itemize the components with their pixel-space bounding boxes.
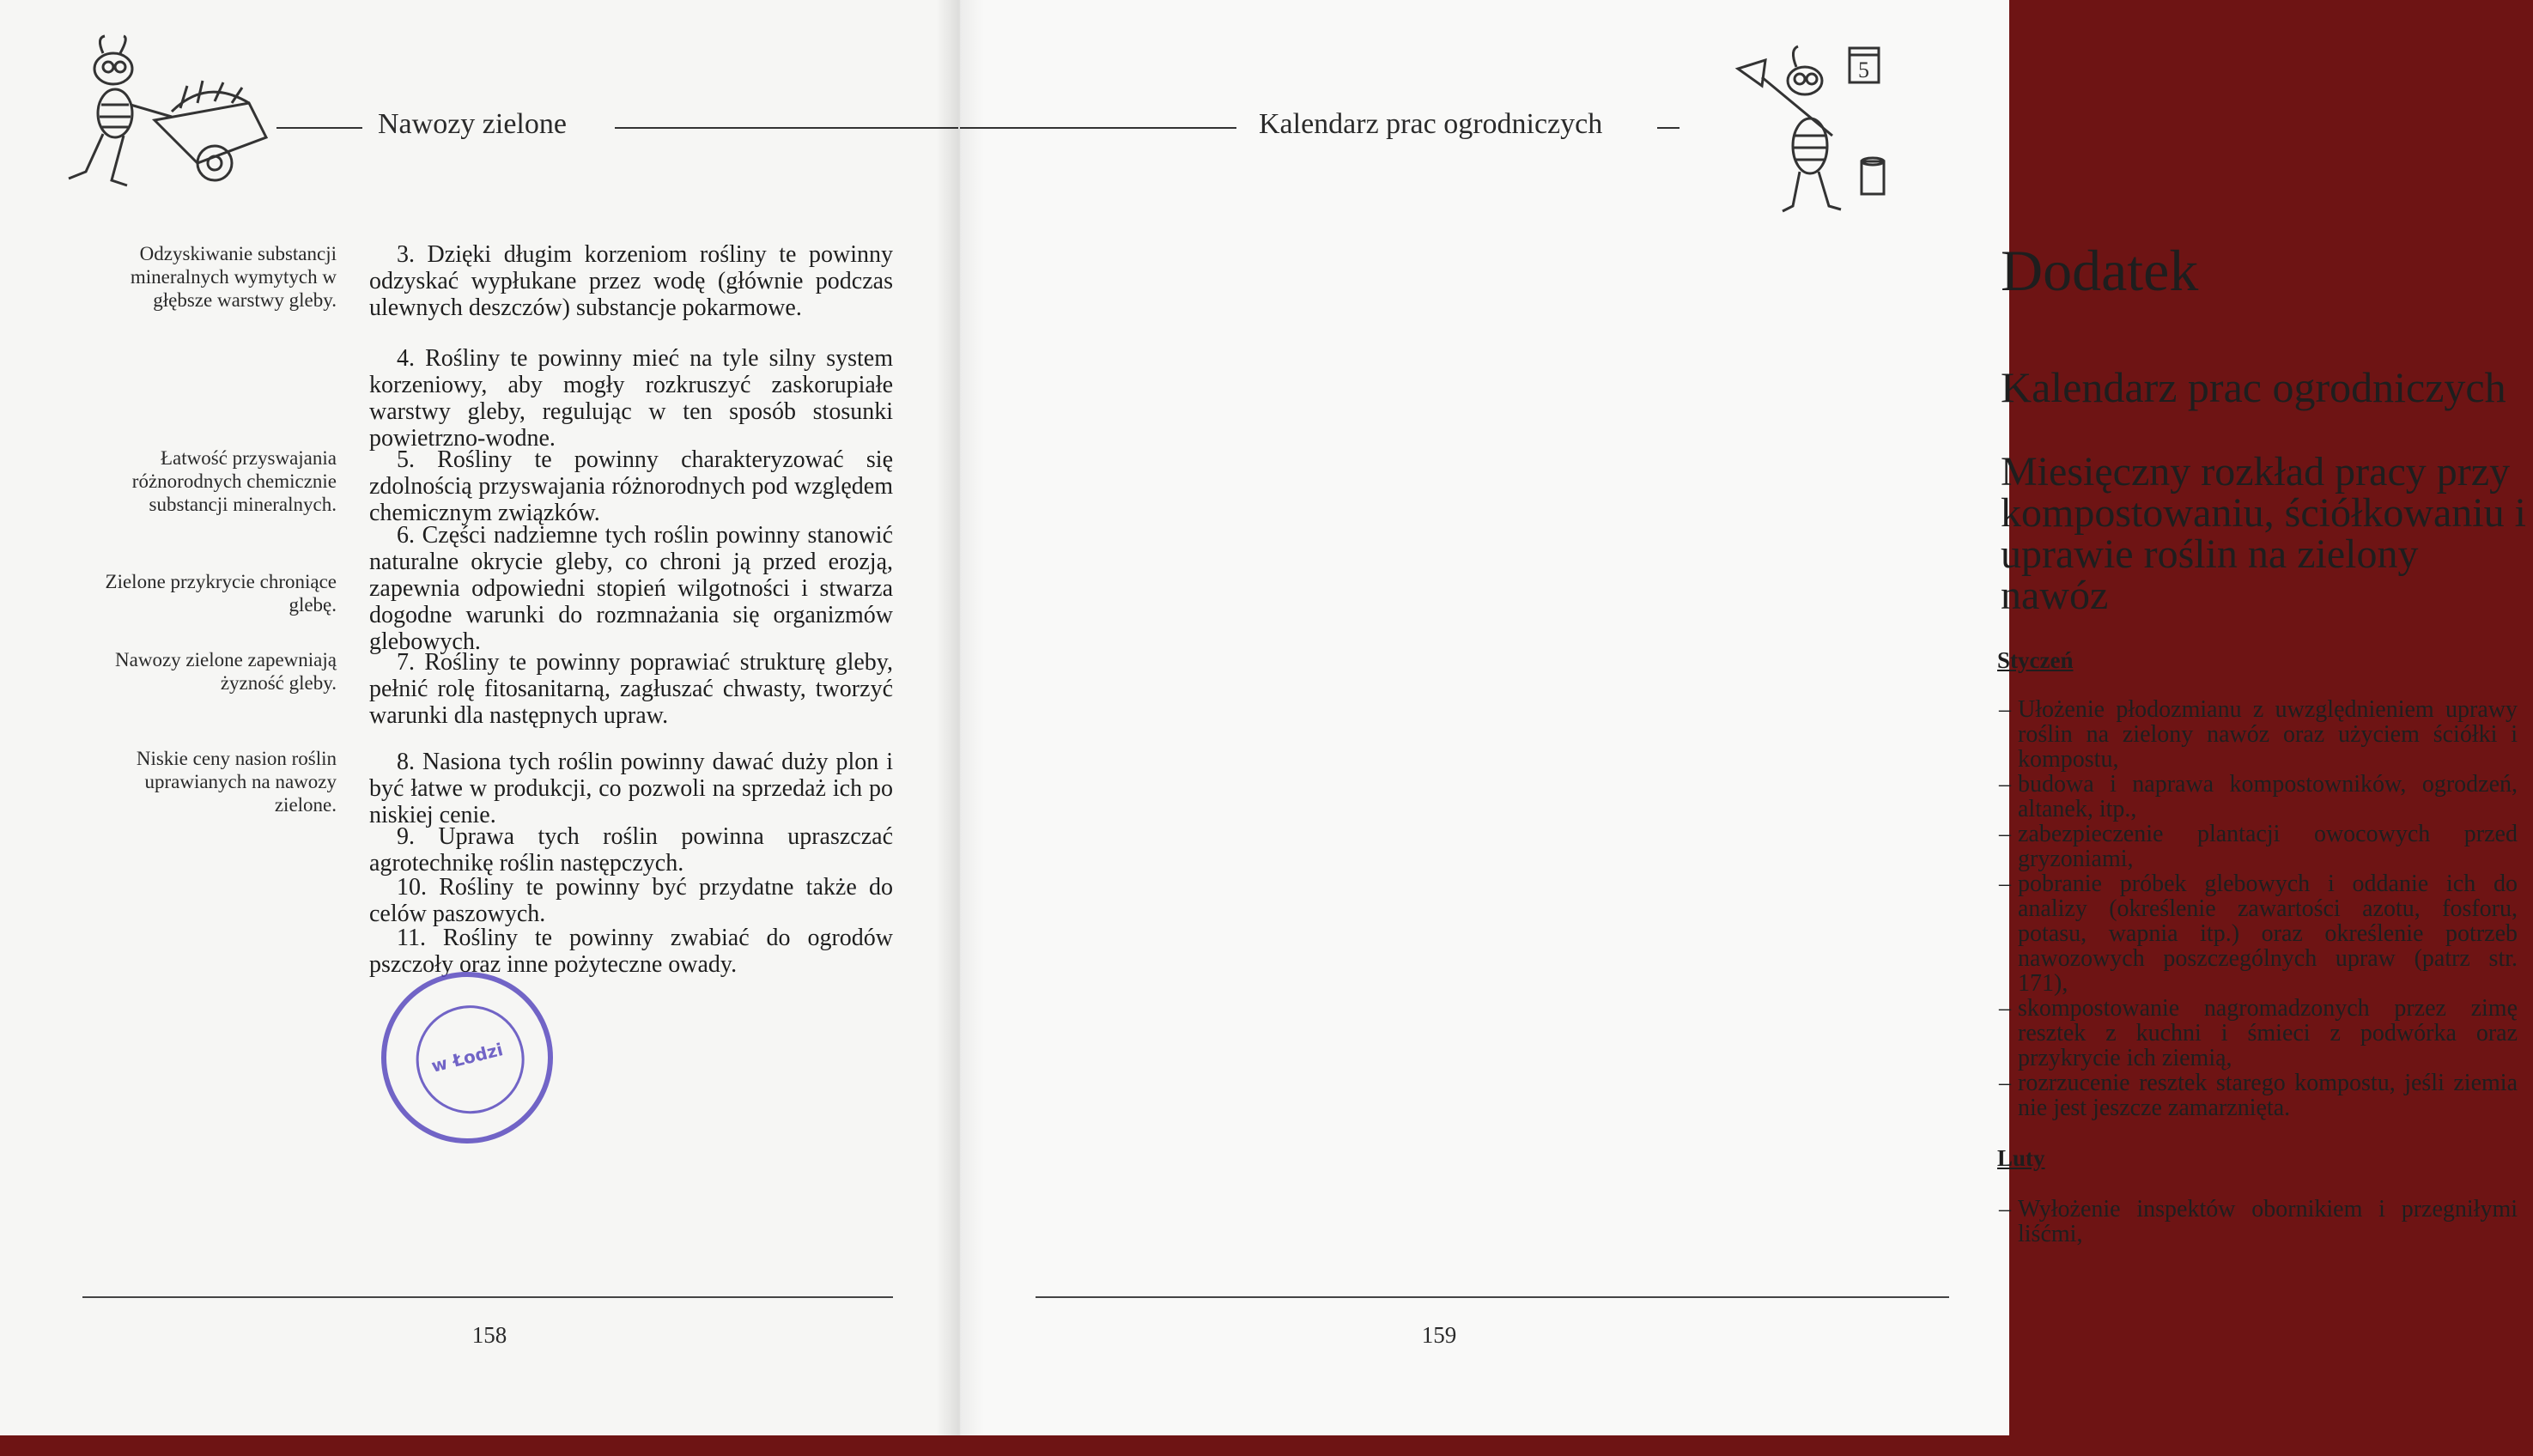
body-paragraph: 5. Rośliny te powinny charakteryzować się zdolnością przyswajania różnorodnych pod względem chemicznym związków. [369,446,893,526]
month-heading-january: Styczeń [1997,647,2074,673]
body-paragraph: 11. Rośliny te powinny zwabiać do ogrodów pszczoły oraz inne pożyteczne owady. [369,925,893,978]
margin-note: Niskie ceny nasion roślin uprawianych na nawozy zielone. [136,748,337,816]
footer-rule-left [82,1296,893,1298]
page-number-left: 158 [471,1322,507,1348]
running-header-left: Nawozy zielone [378,108,567,140]
header-rule-right-short [1657,127,1680,129]
task-item: – budowa i naprawa kompostowników, ogrodzeń, altanek, itp., [2006,772,2518,822]
footer-rule-right [1036,1296,1949,1298]
body-paragraph: 9. Uprawa tych roślin powinna upraszczać agrotechnikę roślin następczych. [369,823,893,877]
margin-note: Odzyskiwanie substancji mineralnych wymytych w głębsze warstwy gleby. [130,243,337,311]
stamp-text: w Łodzi [428,1039,506,1077]
task-item: – Wyłożenie inspektów obornikiem i przegniłymi liśćmi, [2006,1197,2518,1247]
header-rule-left-short [276,127,362,129]
section-title: Miesięczny rozkład pracy przy kompostowaniu, ściółkowaniu i uprawie roślin na zielony nawóz [2001,449,2526,618]
page-number-right: 159 [1421,1322,1457,1348]
header-rule-right-long [960,127,1236,129]
ant-shovel-calendar-illustration [1704,43,1910,223]
margin-note: Łatwość przyswajania różnorodnych chemicznie substancji mineralnych. [131,447,337,515]
task-item: – rozrzucenie resztek starego kompostu, jeśli ziemia nie jest jeszcze zamarznięta. [2006,1071,2518,1120]
calendar-icon-number: 5 [1858,58,1869,82]
body-paragraph: 7. Rośliny te powinny poprawiać strukturę gleby, pełnić rolę fitosanitarną, zagłuszać chwasty, tworzyć warunki dla następnych upraw. [369,649,893,729]
header-rule-left-long [615,127,958,129]
margin-note: Zielone przykrycie chroniące glebę. [105,571,337,616]
appendix-title: Dodatek [2001,238,2199,303]
task-list-february [2006,1197,2518,1247]
margin-note: Nawozy zielone zapewniają żyzność gleby. [115,649,337,694]
body-paragraph: 6. Części nadziemne tych roślin powinny stanowić naturalne okrycie gleby, co chroni ją przed erozją, zapewnia odpowiedni stopień wilgotności i stwarza dogodne warunki do rozmnażania się organizmów glebowych. [369,522,893,655]
right-page [960,0,2526,1435]
left-page [0,0,960,1435]
library-stamp [363,954,571,1162]
running-header-right: Kalendarz prac ogrodniczych [1259,108,1603,140]
body-paragraph: 4. Rośliny te powinny mieć na tyle silny system korzeniowy, aby mogły rozkruszyć zaskorupiałe warstwy gleby, regulując w ten sposób stosunki powietrzno-wodne. [369,345,893,452]
task-item: – Ułożenie płodozmianu z uwzględnieniem uprawy roślin na zielony nawóz oraz użyciem ściółki i kompostu, [2006,697,2518,772]
month-heading-february: Luty [1997,1145,2045,1171]
task-item: – skompostowanie nagromadzonych przez zimę resztek z kuchni i śmieci z podwórka oraz przykrycie ich ziemią, [2006,996,2518,1071]
task-list-january [2006,697,2518,1120]
task-item: – pobranie próbek glebowych i oddanie ich do analizy (określenie zawartości azotu, fosforu, potasu, wapnia itp.) oraz określenie potrzeb nawozowych poszczególnych upraw (patrz str. 171), [2006,871,2518,996]
ant-wheelbarrow-illustration [52,34,275,206]
book-gutter [936,0,984,1435]
calendar-title: Kalendarz prac ogrodniczych [2001,363,2506,411]
task-item: – zabezpieczenie plantacji owocowych przed gryzoniami, [2006,822,2518,871]
body-paragraph: 10. Rośliny te powinny być przydatne także do celów paszowych. [369,874,893,927]
body-paragraph: 3. Dzięki długim korzeniom rośliny te powinny odzyskać wypłukane przez wodę (głównie podczas ulewnych deszczów) substancje pokarmowe. [369,241,893,321]
body-paragraph: 8. Nasiona tych roślin powinny dawać duży plon i być łatwe w produkcji, co pozwoli na sprzedaż ich po niskiej cenie. [369,749,893,828]
